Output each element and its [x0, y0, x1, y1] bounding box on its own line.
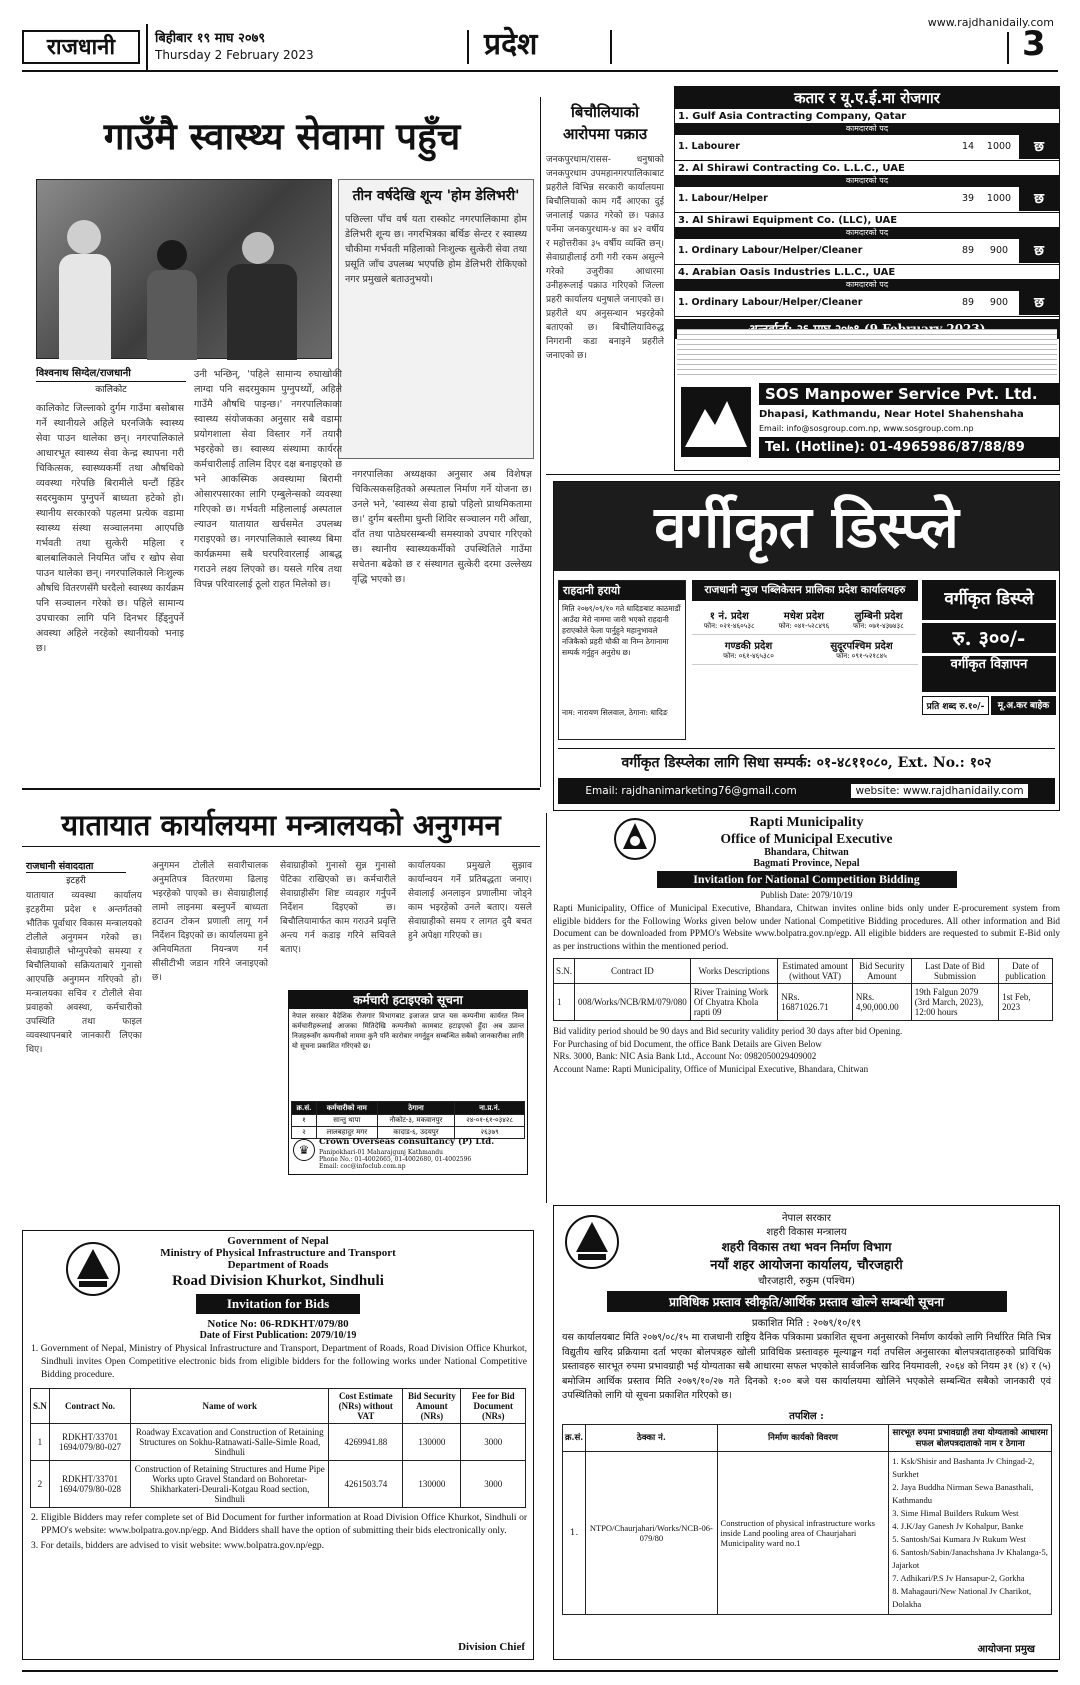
roads-emblem [63, 1241, 123, 1297]
rapti-province: Bagmati Province, Nepal [753, 858, 860, 869]
table-cell: RDKHT/33701 1694/079/80-028 [49, 1461, 130, 1508]
job-fee-badge: छ [1019, 291, 1059, 315]
table-header-cell: Fee for Bid Document (NRs) [461, 1389, 526, 1424]
table-cell: RDKHT/33701 1694/079/80-027 [49, 1424, 130, 1461]
job-col-post: कामदारको पद [845, 280, 889, 289]
table-cell: नौकोट-३, मकवानपुर [377, 1115, 455, 1127]
job-fee-badge: छ [1019, 187, 1059, 211]
office-tel: फोन: ०६१-४६५३८० [723, 652, 774, 660]
table-row [292, 1115, 525, 1127]
transport-col-3: सेवाग्राहीको गुनासो सुन्न गुनासो पेटिका राखिएको छ। कर्मचारीले सेवाग्राहीसँग शिष्ट व्यवहार गर्नुपर्ने निर्देशन दिइएको छ। बिचौलियामार्फत काम गराउने प्रवृत्ति अन्त्य गर्न कडाइ गरिने सचिवले बताए। [280, 861, 396, 955]
table-cell: 2 [31, 1461, 50, 1508]
per-word: प्रति शब्द रु.१०/- [922, 696, 989, 715]
transport-byline-place: इटहरी [66, 876, 86, 886]
job-table-header [675, 175, 1059, 187]
jobs-tel: Tel. (Hotline): 01-4965986/87/88/89 [759, 437, 1059, 458]
job-company-block [675, 265, 1059, 317]
job-salary: 1000 [986, 193, 1012, 204]
page-number: 3 [1022, 24, 1046, 64]
crown-phone: Phone No.: 01-4002665, 01-4002680, 01-4002596 [319, 1156, 472, 1163]
job-company-block [675, 109, 1059, 161]
roads-date: Date of First Publication: 2079/10/19 [199, 1330, 357, 1341]
table-header-cell: Bid Security Amount (NRs) [403, 1389, 461, 1424]
table-row [554, 984, 1053, 1021]
table-cell: 19th Falgun 2079 (3rd March, 2023), 12:00 hours [911, 984, 998, 1021]
jobs-email: Email: info@sosgroup.com.np, www.sosgroup.com.np [759, 424, 974, 433]
rapti-band: Invitation for National Competition Bidding [657, 871, 957, 888]
vat-note: मू.अ.कर बाहेक [991, 696, 1056, 715]
office-item [692, 605, 767, 635]
office-name: १ नं. प्रदेश [709, 611, 749, 622]
roads-band: Invitation for Bids [196, 1294, 360, 1314]
roads-p1: 1. Government of Nepal, Ministry of Physical Infrastructure and Transport, Department of Roads, Road Division Office Khurkot, Sindhuli invites Open Competitive electronic bids from eligible bidders for the following works under National Competitive Bidding procedure. [31, 1344, 528, 1380]
table-cell: 3000 [461, 1424, 526, 1461]
staff-notice-title: कर्मचारी हटाइएको सूचना [289, 991, 527, 1009]
job-row [675, 291, 1059, 315]
health-col-3: नगरपालिका अध्यक्षका अनुसार अब विशेषज्ञ चिकित्सकसहितको अस्पताल निर्माण गर्ने योजना छ। उनले भने, 'स्वास्थ्य सेवा हाम्रो पहिलो प्राथमिकतामा छ।' दुर्गम बस्तीमा घुम्ती शिविर सञ्चालन गरी आँखा, दाँत तथा पाठेघरसम्बन्धी समस्याको उपचार गरिएको छ। स्थानीय स्वास्थ्यकर्मीको उपस्थितिले गाउँमा सचेतना बढेको छ र संस्थागत सुत्केरी दरमा उल्लेख्य वृद्धि भएको छ। [352, 469, 532, 585]
table-cell: 4269941.88 [329, 1424, 403, 1461]
table-header-cell: Last Date of Bid Submission [911, 959, 998, 984]
health-article [22, 97, 542, 787]
bidder-item: 7. Adhikari/P.S Jv Hansapur-2, Gorkha [892, 1572, 1025, 1583]
table-row [31, 1461, 526, 1508]
mountain-logo [681, 387, 751, 457]
urban-table [562, 1424, 1052, 1615]
bidder-item: 2. Jaya Buddha Nirman Sewa Banasthali, Kathmandu [892, 1481, 1034, 1505]
office-name: मधेश प्रदेश [783, 611, 824, 622]
classified-ad [553, 481, 1060, 811]
job-company-name: 3. Al Shirawi Equipment Co. (LLC), UAE [678, 215, 898, 226]
office-item [805, 635, 918, 665]
masthead [22, 16, 1058, 72]
job-count: 14 [961, 141, 975, 152]
health-sidebar [338, 179, 534, 459]
transport-col-4: कार्यालयका प्रमुखले सुझाव कार्यान्वयन गर्ने प्रतिबद्धता जनाए। सेवालाई अनलाइन प्रणालीमा जोड्ने काम भइरहेको उनले बताए। यसले सेवाग्राहीको समय र लागत दुवै बचत हुने अपेक्षा गरिएको छ। [408, 861, 532, 941]
office-list [692, 580, 918, 740]
jobs-list [675, 109, 1059, 317]
classified-web[interactable]: website: www.rajdhanidaily.com [851, 784, 1027, 798]
staff-table [291, 1101, 525, 1139]
office-tel: फोन: ०९१-५२१८४५ [836, 652, 887, 660]
job-company-block [675, 161, 1059, 213]
health-headline: गाउँमै स्वास्थ्य सेवामा पहुँच [103, 114, 461, 158]
table-cell: लालबहादुर मगर [316, 1127, 377, 1139]
table-row [563, 1451, 1052, 1614]
job-post: 1. Ordinary Labour/Helper/Cleaner [678, 297, 863, 308]
health-col-2: उनी भन्छिन्, 'पहिले सामान्य रुघाखोकी लाग्दा पनि सदरमुकाम पुग्नुपर्थ्यो, अहिले गाउँमै औषधि पाइन्छ।' नगरपालिकाका स्वास्थ्य संयोजकका अनुसार सबै वडामा प्रयोगशाला सेवा विस्तार गर्ने तयारी भइरहेको छ। स्वास्थ्य संस्थामा कार्यरत कर्मचारीलाई तालिम दिएर दक्ष बनाइएको छ भने आकस्मिक अवस्थामा बिरामी ओसारपसारका लागि एम्बुलेन्सको व्यवस्था गरिएको छ। गर्भवती महिलालाई अस्पताल ल्याउन यातायात खर्चसमेत उपलब्ध गराइएको छ। नगरपालिकाले स्वास्थ्य बिमा कार्यक्रममा सबै घरपरिवारलाई आबद्ध गराउने लक्ष्य लिएको छ। यसले गरिब तथा विपन्न परिवारलाई ठूलो राहत मिलेको छ। [194, 369, 342, 590]
table-header-cell: Date of publication [999, 959, 1053, 984]
rapti-footer-line: Account Name: Rapti Municipality, Office of Municipal Executive, Bhandara, Chitwan [553, 1063, 869, 1074]
rapti-footer [553, 1025, 1060, 1075]
table-cell: Roadway Excavation and Construction of Retaining Structures on Sokhu-Ratnawati-Salle-Simle Road, Sindhuli [131, 1424, 329, 1461]
table-cell: 1st Feb, 2023 [999, 984, 1053, 1021]
job-post: 1. Labourer [678, 141, 740, 152]
job-col-post: कामदारको पद [845, 176, 889, 185]
job-col-post: कामदारको पद [845, 124, 889, 133]
table-header-cell: S.N [31, 1389, 50, 1424]
bidder-item: 5. Santosh/Sai Kumara Jv Rukum West [892, 1533, 1027, 1544]
crown-email: Email: coc@infoclub.com.np [319, 1163, 406, 1170]
byline-name: विश्वनाथ सिग्देल/राजधानी [36, 365, 186, 382]
table-header-cell: क्र.सं. [292, 1102, 317, 1115]
roads-p3: 3. For details, bidders are advised to visit website: www.bolpatra.gov.np/egp. [31, 1541, 324, 1551]
job-salary: 900 [989, 245, 1009, 256]
job-company-name: 2. Al Shirawi Contracting Co. L.L.C., UAE [678, 163, 905, 174]
job-count: 89 [961, 297, 975, 308]
transport-col-2b [152, 1057, 268, 1177]
urban-body: यस कार्यालयबाट मिति २०७९/०८/१५ मा राजधानी राष्ट्रिय दैनिक पत्रिकामा प्रकाशित सूचना अनुसारको निर्माण कार्यको लागि निर्धारित मिति भित्र विद्युतीय खरिद प्रक्रियामा दर्ता भएका बोलपत्रहरु खोली प्राविधिक प्रस्तावहरु मूल्याङ्कन गर्दा तपसिल अनुसारका बोलपत्रदाताहरुको प्राविधिक प्रस्तावहरु सारभूत रुपमा प्रभावग्राही भई योग्यताका सबै आधारमा सफल भएकोले सार्वजनिक खरिद नियमावली, २०६४ को नियम ३१ (४) र (५) बमोजिम आर्थिक प्रस्ताव मिति २०७९/१०/२७ गते दिनको १:०० बजे यस कार्यालयमा खोलिने भएकोले सम्बन्धित सबैको जानकारी एवं उपस्थितिको लागि यो सूचना प्रकाशित गरिएको छ। [562, 1332, 1051, 1401]
masthead-logo: राजधानी [22, 30, 140, 64]
transport-byline [26, 859, 126, 886]
roads-ministry: Ministry of Physical Infrastructure and Transport [160, 1247, 396, 1259]
price-value: रु. ३००/- [922, 623, 1056, 653]
rapti-footer-line: NRs. 3000, Bank: NIC Asia Bank Ltd., Account No: 0982050029409002 [553, 1051, 817, 1061]
table-cell: NRs. 16871026.71 [778, 984, 853, 1021]
roads-notice [22, 1230, 534, 1660]
urban-band: प्राविधिक प्रस्ताव स्वीकृति/आर्थिक प्रस्ताव खोल्ने सम्बन्धी सूचना [607, 1291, 1007, 1312]
roads-division: Road Division Khurkot, Sindhuli [172, 1273, 384, 1289]
job-row [675, 135, 1059, 159]
table-header-cell: Works Descriptions [690, 959, 777, 984]
transport-col-1: यातायात व्यवस्था कार्यालय इटहरीमा प्रदेश १ अन्तर्गतको भौतिक पूर्वाधार विकास मन्त्रालयको टोलीले अनुगमन गरेको छ। सेवाग्राहीले भोग्नुपरेको समस्या र बिचौलियाको सक्रियताबारे गुनासो आएपछि अनुगमन गरिएको हो। मन्त्रालयका सचिव र टोलीले सेवा प्रवाहको अवस्था, कर्मचारीको उपस्थिति तथा फाइल व्यवस्थापनबारे जानकारी लिएका थिए। [26, 891, 142, 1055]
urban-notice [553, 1205, 1060, 1660]
bidder-item: 8. Mahagauri/New National Jv Charikot, Dolakha [892, 1585, 1032, 1609]
masthead-date-np: बिहीबार १९ माघ २०७९ [155, 31, 266, 46]
job-count: 89 [961, 245, 975, 256]
office-title: राजधानी न्युज पब्लिकेसन प्रालिका प्रदेश कार्यालयहरु [692, 580, 918, 601]
arrest-article [546, 97, 664, 457]
job-count: 39 [961, 193, 975, 204]
table-header-cell: ठेक्का नं. [586, 1424, 717, 1451]
health-sidebar-body: पछिल्ला पाँच वर्ष यता रास्कोट नगरपालिकामा होम डेलिभरी शून्य छ। नगरभित्रका बर्थिङ सेन्टर र स्वास्थ्य चौकीमा गर्भवती महिलाको निःशुल्क सुत्केरी सेवा तथा प्रसूति जाँच उपलब्ध भएपछि होम डेलिभरी रोकिएको नगर प्रमुखले बताउनुभयो। [345, 214, 527, 285]
table-cell: कादाड-६, उदयपुर [377, 1127, 455, 1139]
rapti-table [553, 958, 1053, 1021]
job-post: 1. Ordinary Labour/Helper/Cleaner [678, 245, 863, 256]
urban-date: प्रकाशित मिति : २०७९/१०/१९ [751, 1318, 862, 1329]
table-header-cell: कर्मचारीको नाम [316, 1102, 377, 1115]
transport-byline-name: राजधानी संवाददाता [26, 859, 126, 873]
job-row [675, 187, 1059, 211]
table-header-cell: ना.प्र.नं. [455, 1102, 525, 1115]
office-tel: फोन: ०२१-४६०५३८ [703, 622, 755, 630]
job-company-name: 1. Gulf Asia Contracting Company, Qatar [678, 111, 907, 122]
crown-logo: ♛ [293, 1139, 315, 1161]
urban-ministry: शहरी विकास मन्त्रालय [766, 1227, 847, 1238]
jobs-ad [674, 86, 1060, 471]
classified-footer [558, 778, 1055, 804]
table-cell: River Training Work Of Chyatra Khola rapti 09 [690, 984, 777, 1021]
price-title: वर्गीकृत डिस्प्ले [922, 580, 1056, 620]
job-salary: 900 [989, 297, 1009, 308]
bidder-item: 1. Ksk/Shisir and Bashanta Jv Chingad-2, Surkhet [892, 1455, 1035, 1479]
jobs-address: Dhapasi, Kathmandu, Near Hotel Shahenshaha [759, 409, 1024, 420]
crown-address: Panipokhari-01 Maharajgunj Kathmandu [319, 1149, 443, 1156]
table-cell: 4261503.74 [329, 1461, 403, 1508]
byline [36, 365, 186, 395]
roads-gov: Government of Nepal [227, 1235, 329, 1247]
urban-gov: नेपाल सरकार [782, 1213, 831, 1224]
roads-p2: 2. Eligible Bidders may refer complete set of Bid Document for further information at Road Division Office Khurkot, Sindhuli or PPMO's website: www.bolpatra.gov.np/egp. And Bidders shall have the option of submitting their bids electronically only. [31, 1513, 528, 1536]
rapti-title: Rapti Municipality [749, 815, 864, 830]
table-header-cell: Contract No. [49, 1389, 130, 1424]
table-cell: 1. [563, 1451, 586, 1614]
table-header-cell: ठेगाना [377, 1102, 455, 1115]
rapti-notice [553, 815, 1060, 1193]
table-header-cell: Bid Security Amount [852, 959, 911, 984]
table-cell: १ [292, 1115, 317, 1127]
table-header-cell: निर्माण कार्यको विवरण [717, 1424, 889, 1451]
rapti-office: Office of Municipal Executive [720, 831, 893, 846]
table-cell: Construction of physical infrastructure works inside Land pooling area of Chaurjahari Municipality ward no.1 [717, 1451, 889, 1614]
table-cell: २ [292, 1127, 317, 1139]
urban-tapsil: तपशिल : [789, 1410, 824, 1422]
roads-table [30, 1388, 526, 1508]
rapti-intro: Rapti Municipality, Office of Municipal Executive, Bhandara, Chitwan invites online bids only under E-procurement system from eligible bidders for the Following Works given below under National Competitive Bidding procedures. All other information and Bid Document can be downloaded from PPMO's Website www.bolpatra.gov.np/egp. All eligible bidders are requested to submit E-Bid only as per instructions within the mentioned period. [553, 903, 1060, 951]
table-header-cell: Contract ID [575, 959, 691, 984]
table-header-cell: क्र.सं. [563, 1424, 586, 1451]
rapti-footer-line: Bid validity period should be 90 days and Bid security validity period 30 days after bid Opening. [553, 1026, 903, 1036]
arrest-headline: बिचौलियाको आरोपमा पक्राउ [562, 103, 648, 143]
table-header-cell: सारभूत रुपमा प्रभावग्राही तथा योग्यताको आधारमा सफल बोलपत्रदाताको नाम र ठेगाना [889, 1424, 1052, 1451]
arrest-body: जनकपुरधाम/रासस- धनुषाको जनकपुरधाम उपमहानगरपालिकाबाट प्रहरीले विभिन्न सरकारी कार्यालयमा बिचौलियाको काम गर्दै आएका दुई जनालाई पक्राउ गरेको छ। पक्राउ पर्नेमा जनकपुरधाम-४ का ४२ वर्षीय र महोत्तरीका ३५ वर्षीय व्यक्ति छन्। सेवाग्राहीलाई ठगी गरी रकम असुल्ने गरेको उजुरीका आधारमा उनीहरूलाई पक्राउ गरिएको जिल्ला प्रहरी कार्यालय धनुषाले जनाएको छ। प्रहरीले थप अनुसन्धान भइरहेको बताएको छ। बिचौलियाविरुद्ध निगरानी कडा बनाइने प्रहरीले जनाएको छ। [546, 155, 664, 361]
classified-email[interactable]: Email: rajdhanimarketing76@gmail.com [585, 785, 797, 797]
table-cell: 1 [31, 1424, 50, 1461]
rapti-publish-date: Publish Date: 2079/10/19 [760, 890, 853, 900]
table-cell [889, 1451, 1052, 1614]
job-company-block [675, 213, 1059, 265]
office-grid [692, 605, 918, 665]
health-col-1: कालिकोट जिल्लाको दुर्गम गाउँमा बसोबास गर्ने स्थानीयले अहिले घरनजिकै स्वास्थ्य सेवा पाउन थालेका छन्। नगरपालिकाले आधारभूत स्वास्थ्य सेवा केन्द्र स्थापना गरी चिकित्सक, स्वास्थ्यकर्मी तथा औषधिको व्यवस्था गरेपछि बिरामीले घन्टौं हिँडेर सदरमुकाम पुग्नुपर्ने बाध्यता हटेको हो। स्थानीय सरकारको पहलमा प्रत्येक वडामा स्वास्थ्य संस्था सञ्चालनमा आएपछि गर्भवती तथा सुत्केरी महिला र बालबालिकाले नियमित जाँच र खोप सेवा पाउन थालेका छन्। नगरपालिकाले निःशुल्क औषधि वितरणसँगै घरदैलो स्वास्थ्य कार्यक्रम पनि सञ्चालन गरेको छ। पहिले सामान्य उपचारका लागि पनि दिनभर हिँड्नुपर्ने अवस्था अहिले नरहेको स्थानीयको भनाइ छ। [36, 403, 184, 654]
office-name: लुम्बिनी प्रदेश [854, 611, 903, 622]
lost-title: राहदानी हरायो [559, 581, 685, 600]
transport-headline: यातायात कार्यालयमा मन्त्रालयको अनुगमन [22, 805, 540, 847]
table-cell: 3000 [461, 1461, 526, 1508]
rapti-emblem [613, 817, 657, 861]
job-company-name: 4. Arabian Oasis Industries L.L.C., UAE [678, 267, 896, 278]
classified-contact: वर्गीकृत डिस्प्लेका लागि सिधा सम्पर्क: ०१-४८११०८०, Ext. No.: १०२ [558, 748, 1055, 772]
table-cell: २६३७९ [455, 1127, 525, 1139]
job-col-post: कामदारको पद [845, 228, 889, 237]
table-row [31, 1424, 526, 1461]
lost-text: मिति २०७९/०९/१० गते धादिङबाट काठमाडौं आउँदा मेरो नाममा जारी भएको राहदानी हराएकोले फेला पार्नुहुने महानुभावले नजिकैको प्रहरी चौकी वा निम्न ठेगानामा सम्पर्क गर्नुहुन अनुरोध छ। [562, 604, 681, 657]
table-cell: 008/Works/NCB/RM/079/080 [575, 984, 691, 1021]
jobs-agency: SOS Manpower Service Pvt. Ltd. [759, 383, 1059, 405]
urban-dept: शहरी विकास तथा भवन निर्माण विभाग [721, 1240, 892, 1254]
office-name: सुदूरपश्चिम प्रदेश [830, 641, 893, 652]
lost-passport [558, 580, 686, 740]
table-cell: 130000 [403, 1424, 461, 1461]
urban-sign: आयोजना प्रमुख [977, 1644, 1035, 1655]
health-photo [36, 179, 332, 359]
classified-banner: वर्गीकृत डिस्प्ले [554, 482, 1059, 574]
job-fee-badge: छ [1019, 239, 1059, 263]
job-salary: 1000 [986, 141, 1012, 152]
job-table-header [675, 123, 1059, 135]
table-cell: २४-०१-६१-०३४२८ [455, 1115, 525, 1127]
lost-contact: नाम: नारायण सिलवाल, ठेगाना: धादिङ [562, 708, 668, 717]
table-cell: सान्तु थापा [316, 1115, 377, 1127]
table-cell: Construction of Retaining Structures and Hume Pipe Works upto Gravel Standard on Bohoretar-Shikharkateri-Deurali-Kotgau Road section, Sindhuli [131, 1461, 329, 1508]
byline-place: कालिकोट [95, 385, 127, 395]
rapti-footer-line: For Purchasing of bid Document, the office Bank Details are Given Below [553, 1038, 822, 1049]
table-header-cell: S.N. [554, 959, 575, 984]
job-fee-badge: छ [1019, 135, 1059, 159]
rapti-address: Bhandara, Chitwan [764, 847, 849, 858]
bidder-item: 6. Santosh/Sabin/Janachshana Jv Khalanga-5, Jajarkot [892, 1546, 1048, 1570]
bidder-item: 3. Sime Himal Builders Rukum West [892, 1507, 1019, 1518]
table-cell: 130000 [403, 1461, 461, 1508]
section-title: प्रदेश [484, 27, 538, 62]
roads-notice-no: Notice No: 06-RDKHT/079/80 [207, 1318, 349, 1330]
roads-sign: Division Chief [458, 1641, 525, 1653]
office-tel: फोन: ०७१-४३७४३८ [853, 622, 904, 630]
urban-emblem [562, 1214, 622, 1270]
office-item [841, 605, 916, 635]
table-header-cell: Name of work [131, 1389, 329, 1424]
job-table-header [675, 279, 1059, 291]
website-url[interactable]: www.rajdhanidaily.com [927, 16, 1054, 29]
price-sub: वर्गीकृत विज्ञापन [922, 656, 1056, 692]
job-post: 1. Labour/Helper [678, 193, 768, 204]
crown-company: Crown Overseas consultancy (P) Ltd. [319, 1137, 495, 1147]
health-sidebar-title: तीन वर्षदेखि शून्य 'होम डेलिभरी' [352, 188, 520, 204]
bidder-item: 4. J.K/Jay Ganesh Jv Kohalpur, Banke [892, 1520, 1024, 1531]
table-cell: NRs. 4,90,000.00 [852, 984, 911, 1021]
table-cell: 1 [554, 984, 575, 1021]
jobs-header: कतार र यू.ए.ई.मा रोजगार [675, 87, 1059, 109]
roads-dept: Department of Roads [227, 1259, 329, 1271]
office-item [767, 605, 842, 635]
office-name: गण्डकी प्रदेश [724, 641, 773, 652]
masthead-date-en: Thursday 2 February 2023 [155, 48, 314, 62]
table-cell: NTPO/Chaurjahari/Works/NCB-06-079/80 [586, 1451, 717, 1614]
office-tel: फोन: ०४१-५२८४९६ [778, 622, 830, 630]
transport-col-2: अनुगमन टोलीले सवारीचालक अनुमतिपत्र वितरणमा ढिलाइ भइरहेको पाएको छ। सेवाग्राहीलाई लामो लाइनमा बस्नुपर्ने बाध्यता हटाउन टोकन प्रणाली लागू गर्न निर्देशन दिइएको छ। कार्यालयमा हुने अनियमितता नियन्त्रण गर्न सीसीटीभी जडान गरिने जनाइएको छ। [152, 861, 268, 983]
table-header-cell: Cost Estimate (NRs) without VAT [329, 1389, 403, 1424]
table-header-cell: Estimated amount (without VAT) [778, 959, 853, 984]
price-box [922, 580, 1056, 740]
job-table-header [675, 227, 1059, 239]
urban-place: चौरजहारी, रुकुम (पश्चिम) [758, 1276, 855, 1287]
staff-notice-body: नेपाल सरकार वैदेशिक रोजगार विभागबाट इजाजत प्राप्त यस कम्पनीमा कार्यरत निम्न कर्मचारीहरूलाई आजका मितिदेखि कम्पनीको कामबाट हटाइएको हुँदा अब उप्रान्त निजहरूसँग कम्पनीको नाममा कुनै पनि कारोबार नगर्नुहुन सम्बन्धित सबैको जानकारीका लागि यो सूचना प्रकाशित गरिएको छ। [292, 1012, 524, 1050]
job-row [675, 239, 1059, 263]
staff-notice [288, 990, 528, 1175]
office-item [692, 635, 805, 665]
urban-office: नयाँ शहर आयोजना कार्यालय, चौरजहारी [710, 1258, 903, 1273]
